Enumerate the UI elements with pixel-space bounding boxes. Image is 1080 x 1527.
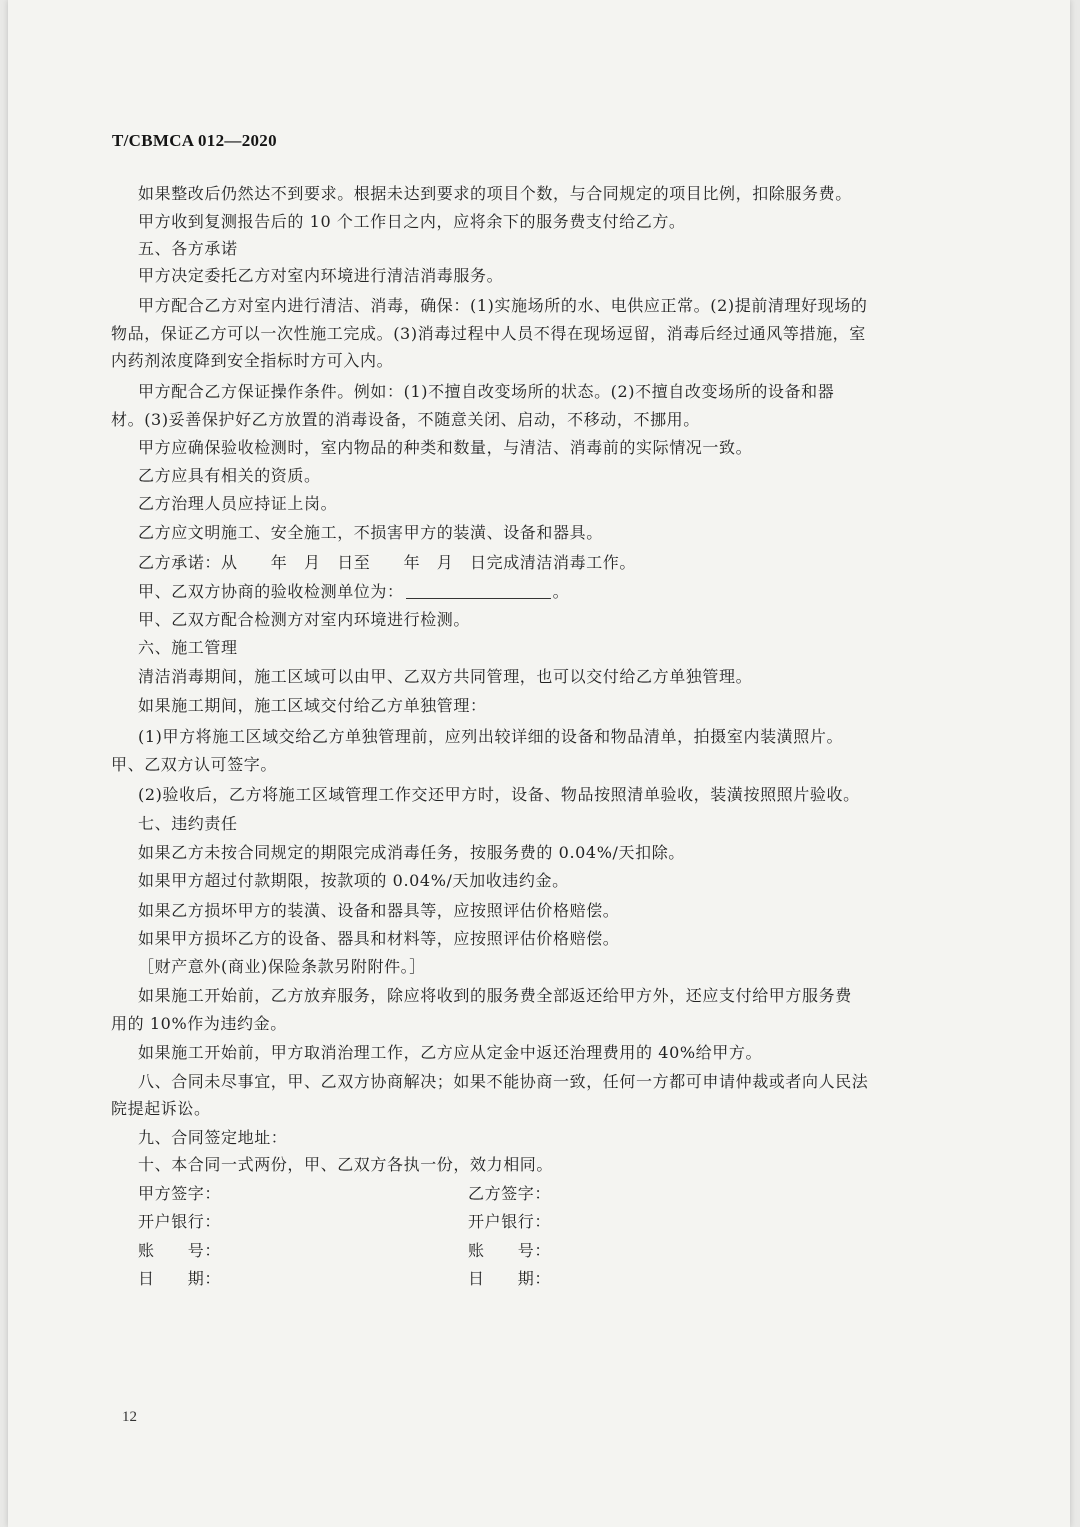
page-number: 12 — [122, 1409, 137, 1425]
text-line: 甲方应确保验收检测时，室内物品的种类和数量，与清洁、消毒前的实际情况一致。 — [138, 438, 753, 457]
text-line: 院提起诉讼。 — [111, 1099, 211, 1118]
text-line: ［财产意外(商业)保险条款另附附件。］ — [138, 957, 426, 976]
text-line: 材。(3)妥善保护好乙方放置的消毒设备，不随意关闭、启动，不移动，不挪用。 — [111, 410, 700, 429]
text-line: 甲方配合乙方对室内进行清洁、消毒，确保：(1)实施场所的水、电供应正常。(2)提前清理好现场的 — [138, 296, 868, 315]
text-line: 内药剂浓度降到安全指标时方可入内。 — [111, 351, 394, 370]
text-line: 如果施工期间，施工区域交付给乙方单独管理： — [138, 696, 487, 715]
text-line: 如果甲方损坏乙方的设备、器具和材料等，应按照评估价格赔偿。 — [138, 929, 620, 948]
section-heading: 五、各方承诺 — [138, 239, 238, 258]
party-b-account-label: 账 号： — [468, 1241, 552, 1260]
party-a-signature-label: 甲方签字： — [138, 1184, 222, 1203]
text-line: (1)甲方将施工区域交给乙方单独管理前，应列出较详细的设备和物品清单，拍摄室内装潢照片。 — [138, 727, 844, 746]
text-line: 甲、乙双方配合检测方对室内环境进行检测。 — [138, 610, 471, 629]
text-line: 甲方配合乙方保证操作条件。例如：(1)不擅自改变场所的状态。(2)不擅自改变场所的设备和器 — [138, 382, 835, 401]
text-line: 如果乙方损坏甲方的装潢、设备和器具等，应按照评估价格赔偿。 — [138, 901, 620, 920]
text-line: 乙方治理人员应持证上岗。 — [138, 494, 338, 513]
standard-number: T/CBMCA 012—2020 — [112, 131, 277, 150]
text-line: 如果整改后仍然达不到要求。根据未达到要求的项目个数，与合同规定的项目比例，扣除服务费。 — [138, 184, 852, 203]
party-b-date-label: 日 期： — [468, 1269, 552, 1288]
party-b-bank-label: 开户银行： — [468, 1212, 552, 1231]
section-heading: 七、违约责任 — [138, 814, 238, 833]
party-a-date-label: 日 期： — [138, 1269, 222, 1288]
text-line: 甲方决定委托乙方对室内环境进行清洁消毒服务。 — [138, 266, 504, 285]
text-line: 乙方应文明施工、安全施工，不损害甲方的装潢、设备和器具。 — [138, 523, 603, 542]
text-fragment: 甲、乙双方协商的验收检测单位为： — [138, 582, 404, 601]
text-fragment: 。 — [552, 582, 570, 601]
party-b-signature-label: 乙方签字： — [468, 1184, 552, 1203]
text-line: 如果施工开始前，甲方取消治理工作，乙方应从定金中返还治理费用的 40%给甲方。 — [138, 1043, 763, 1062]
text-line: 清洁消毒期间，施工区域可以由甲、乙双方共同管理，也可以交付给乙方单独管理。 — [138, 667, 753, 686]
text-line: 十、本合同一式两份，甲、乙双方各执一份，效力相同。 — [138, 1155, 554, 1174]
text-line: 如果施工开始前，乙方放弃服务，除应将收到的服务费全部返还给甲方外，还应支付给甲方服务费 — [138, 986, 852, 1005]
text-line: 如果甲方超过付款期限，按款项的 0.04%/天加收违约金。 — [138, 871, 569, 890]
text-line: 甲方收到复测报告后的 10 个工作日之内，应将余下的服务费支付给乙方。 — [138, 212, 686, 231]
text-line: 用的 10%作为违约金。 — [111, 1014, 287, 1033]
text-line: 物品，保证乙方可以一次性施工完成。(3)消毒过程中人员不得在现场逗留，消毒后经过通风等措施，室 — [111, 324, 866, 343]
text-line: 八、合同未尽事宜，甲、乙双方协商解决；如果不能协商一致，任何一方都可申请仲裁或者向人民法 — [138, 1072, 869, 1091]
section-heading: 九、合同签定地址： — [138, 1128, 288, 1147]
text-line: 如果乙方未按合同规定的期限完成消毒任务，按服务费的 0.04%/天扣除。 — [138, 843, 685, 862]
text-line: 乙方承诺：从 年 月 日至 年 月 日完成清洁消毒工作。 — [138, 553, 637, 572]
text-line: (2)验收后，乙方将施工区域管理工作交还甲方时，设备、物品按照清单验收，装潢按照照片验收。 — [138, 785, 860, 804]
text-line: 乙方应具有相关的资质。 — [138, 466, 321, 485]
text-line — [138, 582, 569, 602]
party-a-bank-label: 开户银行： — [138, 1212, 222, 1231]
text-line: 甲、乙双方认可签字。 — [111, 755, 278, 774]
fill-in-blank — [406, 583, 551, 599]
party-a-account-label: 账 号： — [138, 1241, 222, 1260]
section-heading: 六、施工管理 — [138, 638, 238, 657]
document-page — [8, 0, 1070, 1527]
